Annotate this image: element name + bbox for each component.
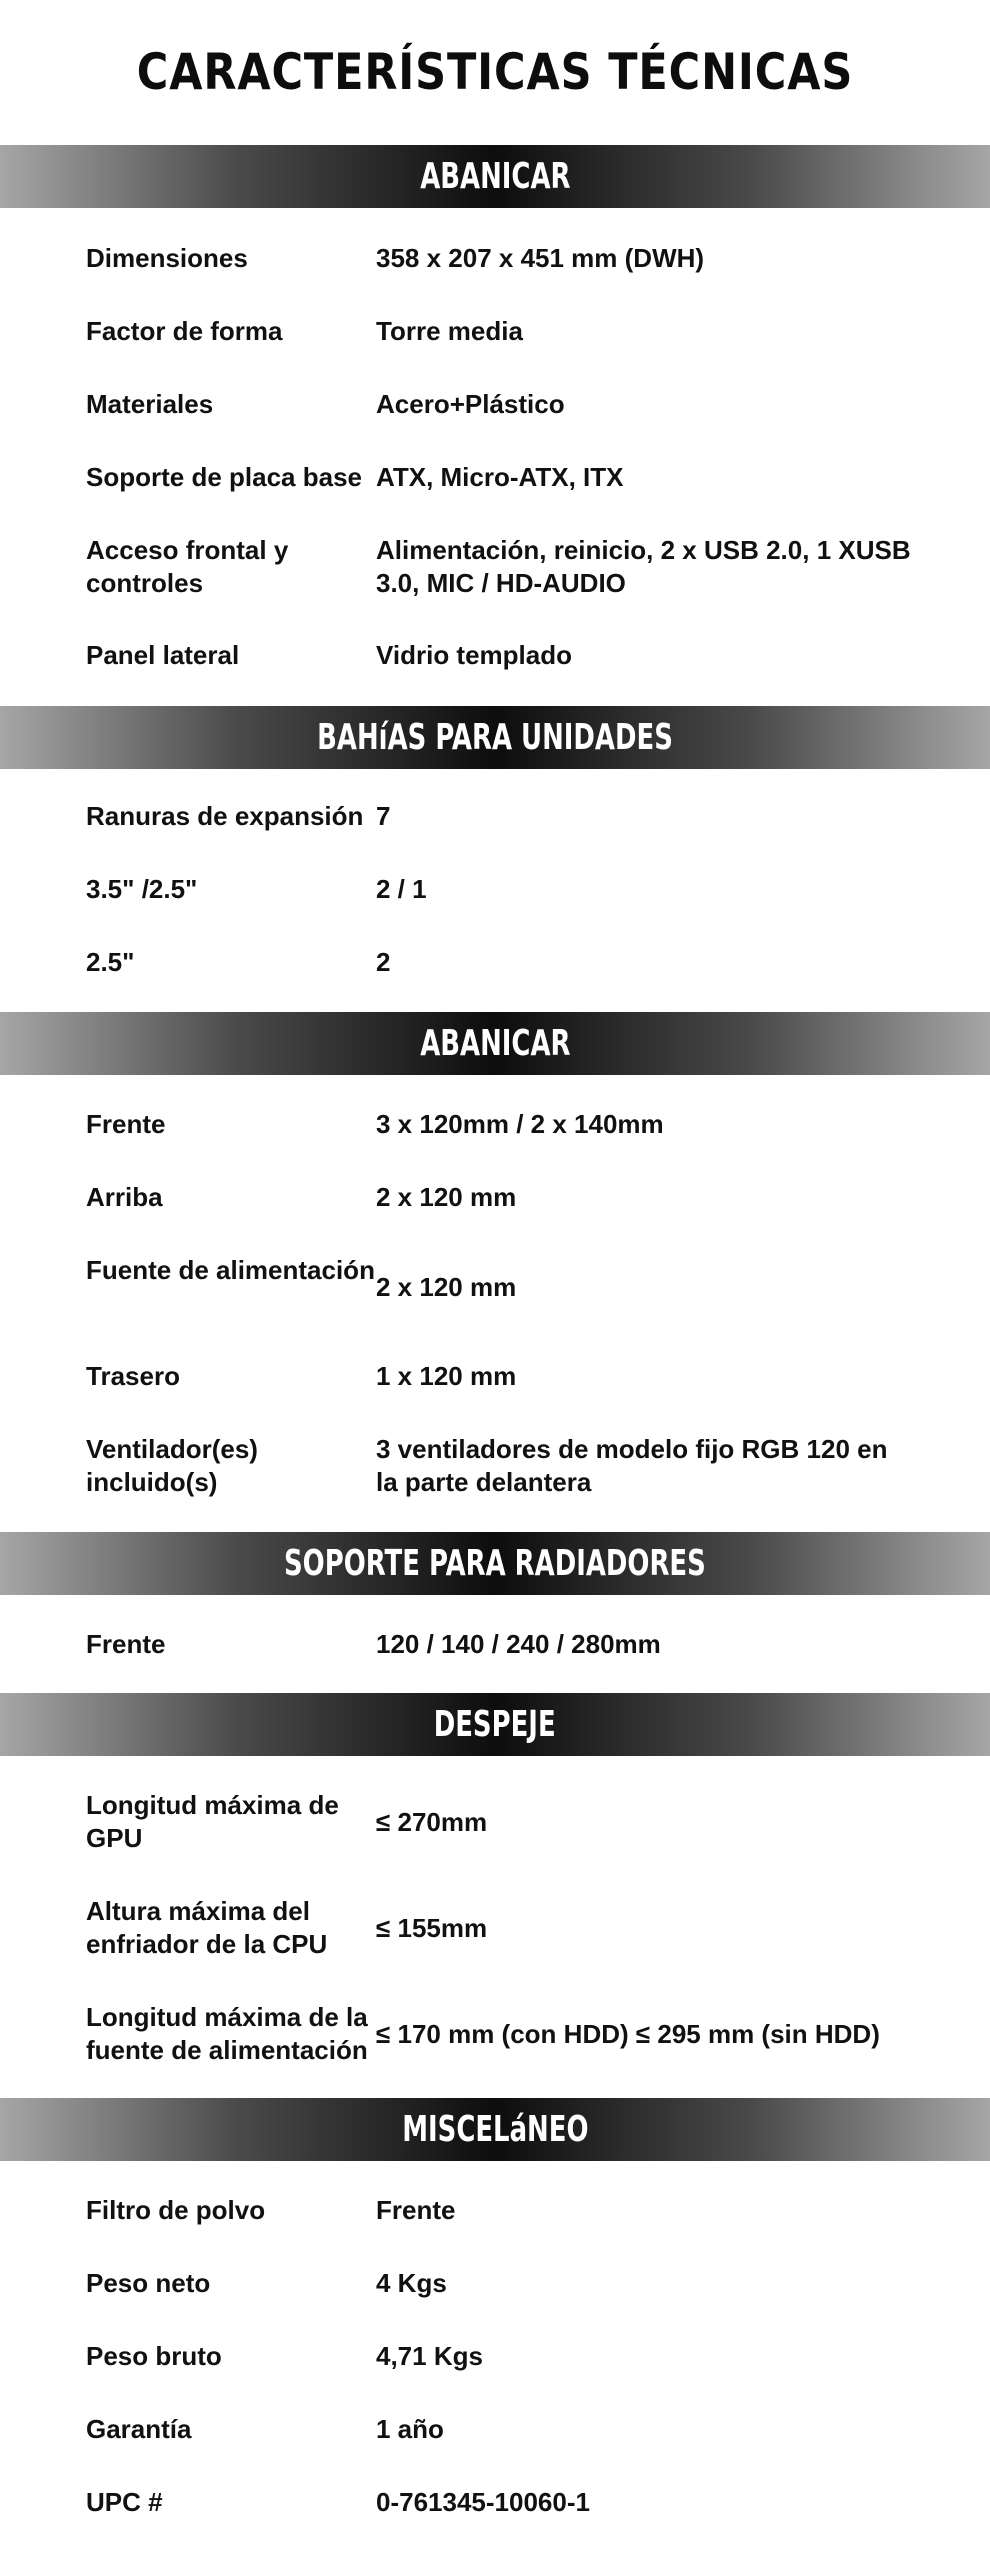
spec-value: ≤ 170 mm (con HDD) ≤ 295 mm (sin HDD): [376, 2019, 880, 2049]
spec-value: 0-761345-10060-1: [376, 2487, 590, 2517]
spec-value: 2 / 1: [376, 874, 427, 904]
spec-row: [0, 2267, 990, 2300]
spec-label: Fuente de alimentación: [86, 1255, 375, 1285]
spec-label: Arriba: [86, 1182, 163, 1212]
spec-value: Alimentación, reinicio, 2 x USB 2.0, 1 XUSB 3.0, MIC / HD-AUDIO: [376, 535, 911, 598]
section-header-clearance: [0, 1693, 990, 1756]
spec-row: [0, 2413, 990, 2446]
spec-row: [0, 534, 990, 600]
spec-label: Longitud máxima de GPU: [86, 1790, 339, 1853]
spec-row: [0, 2340, 990, 2373]
section-heading: ABANICAR: [419, 1023, 571, 1064]
spec-value: ≤ 155mm: [376, 1913, 488, 1943]
spec-row: [0, 1254, 990, 1320]
spec-label: UPC #: [86, 2487, 163, 2517]
spec-row: [0, 1789, 990, 1855]
spec-label: Frente: [86, 1629, 166, 1659]
spec-value: 3 ventiladores de modelo fijo RGB 120 en la parte delantera: [376, 1434, 888, 1497]
section-heading: SOPORTE PARA RADIADORES: [284, 1543, 706, 1584]
spec-row: [0, 2486, 990, 2519]
page-title: CARACTERÍSTICAS TÉCNICAS: [136, 43, 854, 101]
spec-label: Factor de forma: [86, 316, 283, 346]
spec-value: 7: [376, 801, 391, 831]
spec-row: [0, 2001, 990, 2067]
spec-row: [0, 1628, 990, 1661]
spec-value: 2 x 120 mm: [376, 1272, 517, 1302]
section-heading: ABANICAR: [419, 156, 571, 197]
spec-row: [0, 315, 990, 348]
spec-label: Ventilador(es) incluido(s): [86, 1434, 258, 1497]
spec-value: 358 x 207 x 451 mm (DWH): [376, 243, 705, 273]
spec-label: Filtro de polvo: [86, 2195, 266, 2225]
spec-row: [0, 946, 990, 979]
spec-row: [0, 873, 990, 906]
spec-row: [0, 1108, 990, 1141]
spec-value: 2 x 120 mm: [376, 1182, 517, 1212]
spec-value: 120 / 140 / 240 / 280mm: [376, 1629, 661, 1659]
spec-label: Materiales: [86, 389, 214, 419]
spec-value: Acero+Plástico: [376, 389, 565, 419]
spec-label: 2.5": [86, 947, 135, 977]
spec-row: [0, 242, 990, 275]
spec-row: [0, 639, 990, 672]
spec-label: Peso bruto: [86, 2341, 222, 2371]
section-header-case: [0, 145, 990, 208]
spec-label: 3.5" /2.5": [86, 874, 198, 904]
spec-row: [0, 800, 990, 833]
section-header-miscellaneous: [0, 2098, 990, 2161]
spec-row: [0, 461, 990, 494]
spec-value: ≤ 270mm: [376, 1807, 488, 1837]
section-header-radiator-support: [0, 1532, 990, 1595]
spec-value: Vidrio templado: [376, 640, 572, 670]
spec-value: 1 x 120 mm: [376, 1361, 517, 1391]
spec-label: Panel lateral: [86, 640, 240, 670]
spec-value: 1 año: [376, 2414, 444, 2444]
spec-row: [0, 1360, 990, 1393]
spec-row: [0, 1181, 990, 1214]
spec-value: 2: [376, 947, 391, 977]
spec-label: Trasero: [86, 1361, 180, 1391]
spec-row: [0, 1433, 990, 1499]
section-heading: BAHíAS PARA UNIDADES: [317, 717, 673, 758]
spec-label: Longitud máxima de la fuente de alimentación: [86, 2002, 368, 2065]
spec-value: 3 x 120mm / 2 x 140mm: [376, 1109, 664, 1139]
section-heading: DESPEJE: [434, 1704, 556, 1745]
spec-label: Ranuras de expansión: [86, 801, 364, 831]
spec-label: Dimensiones: [86, 243, 248, 273]
spec-label: Peso neto: [86, 2268, 211, 2298]
spec-label: Garantía: [86, 2414, 192, 2444]
spec-value: 4 Kgs: [376, 2268, 447, 2298]
section-header-fans: [0, 1012, 990, 1075]
spec-row: [0, 2194, 990, 2227]
spec-value: Torre media: [376, 316, 523, 346]
spec-value: Frente: [376, 2195, 456, 2225]
section-header-drive-bays: [0, 706, 990, 769]
spec-label: Altura máxima del enfriador de la CPU: [86, 1896, 328, 1959]
spec-row: [0, 388, 990, 421]
section-heading: MISCELáNEO: [401, 2109, 589, 2150]
spec-value: ATX, Micro-ATX, ITX: [376, 462, 624, 492]
spec-label: Soporte de placa base: [86, 462, 362, 492]
spec-row: [0, 1895, 990, 1961]
spec-label: Frente: [86, 1109, 166, 1139]
spec-value: 4,71 Kgs: [376, 2341, 483, 2371]
spec-label: Acceso frontal y controles: [86, 535, 289, 598]
